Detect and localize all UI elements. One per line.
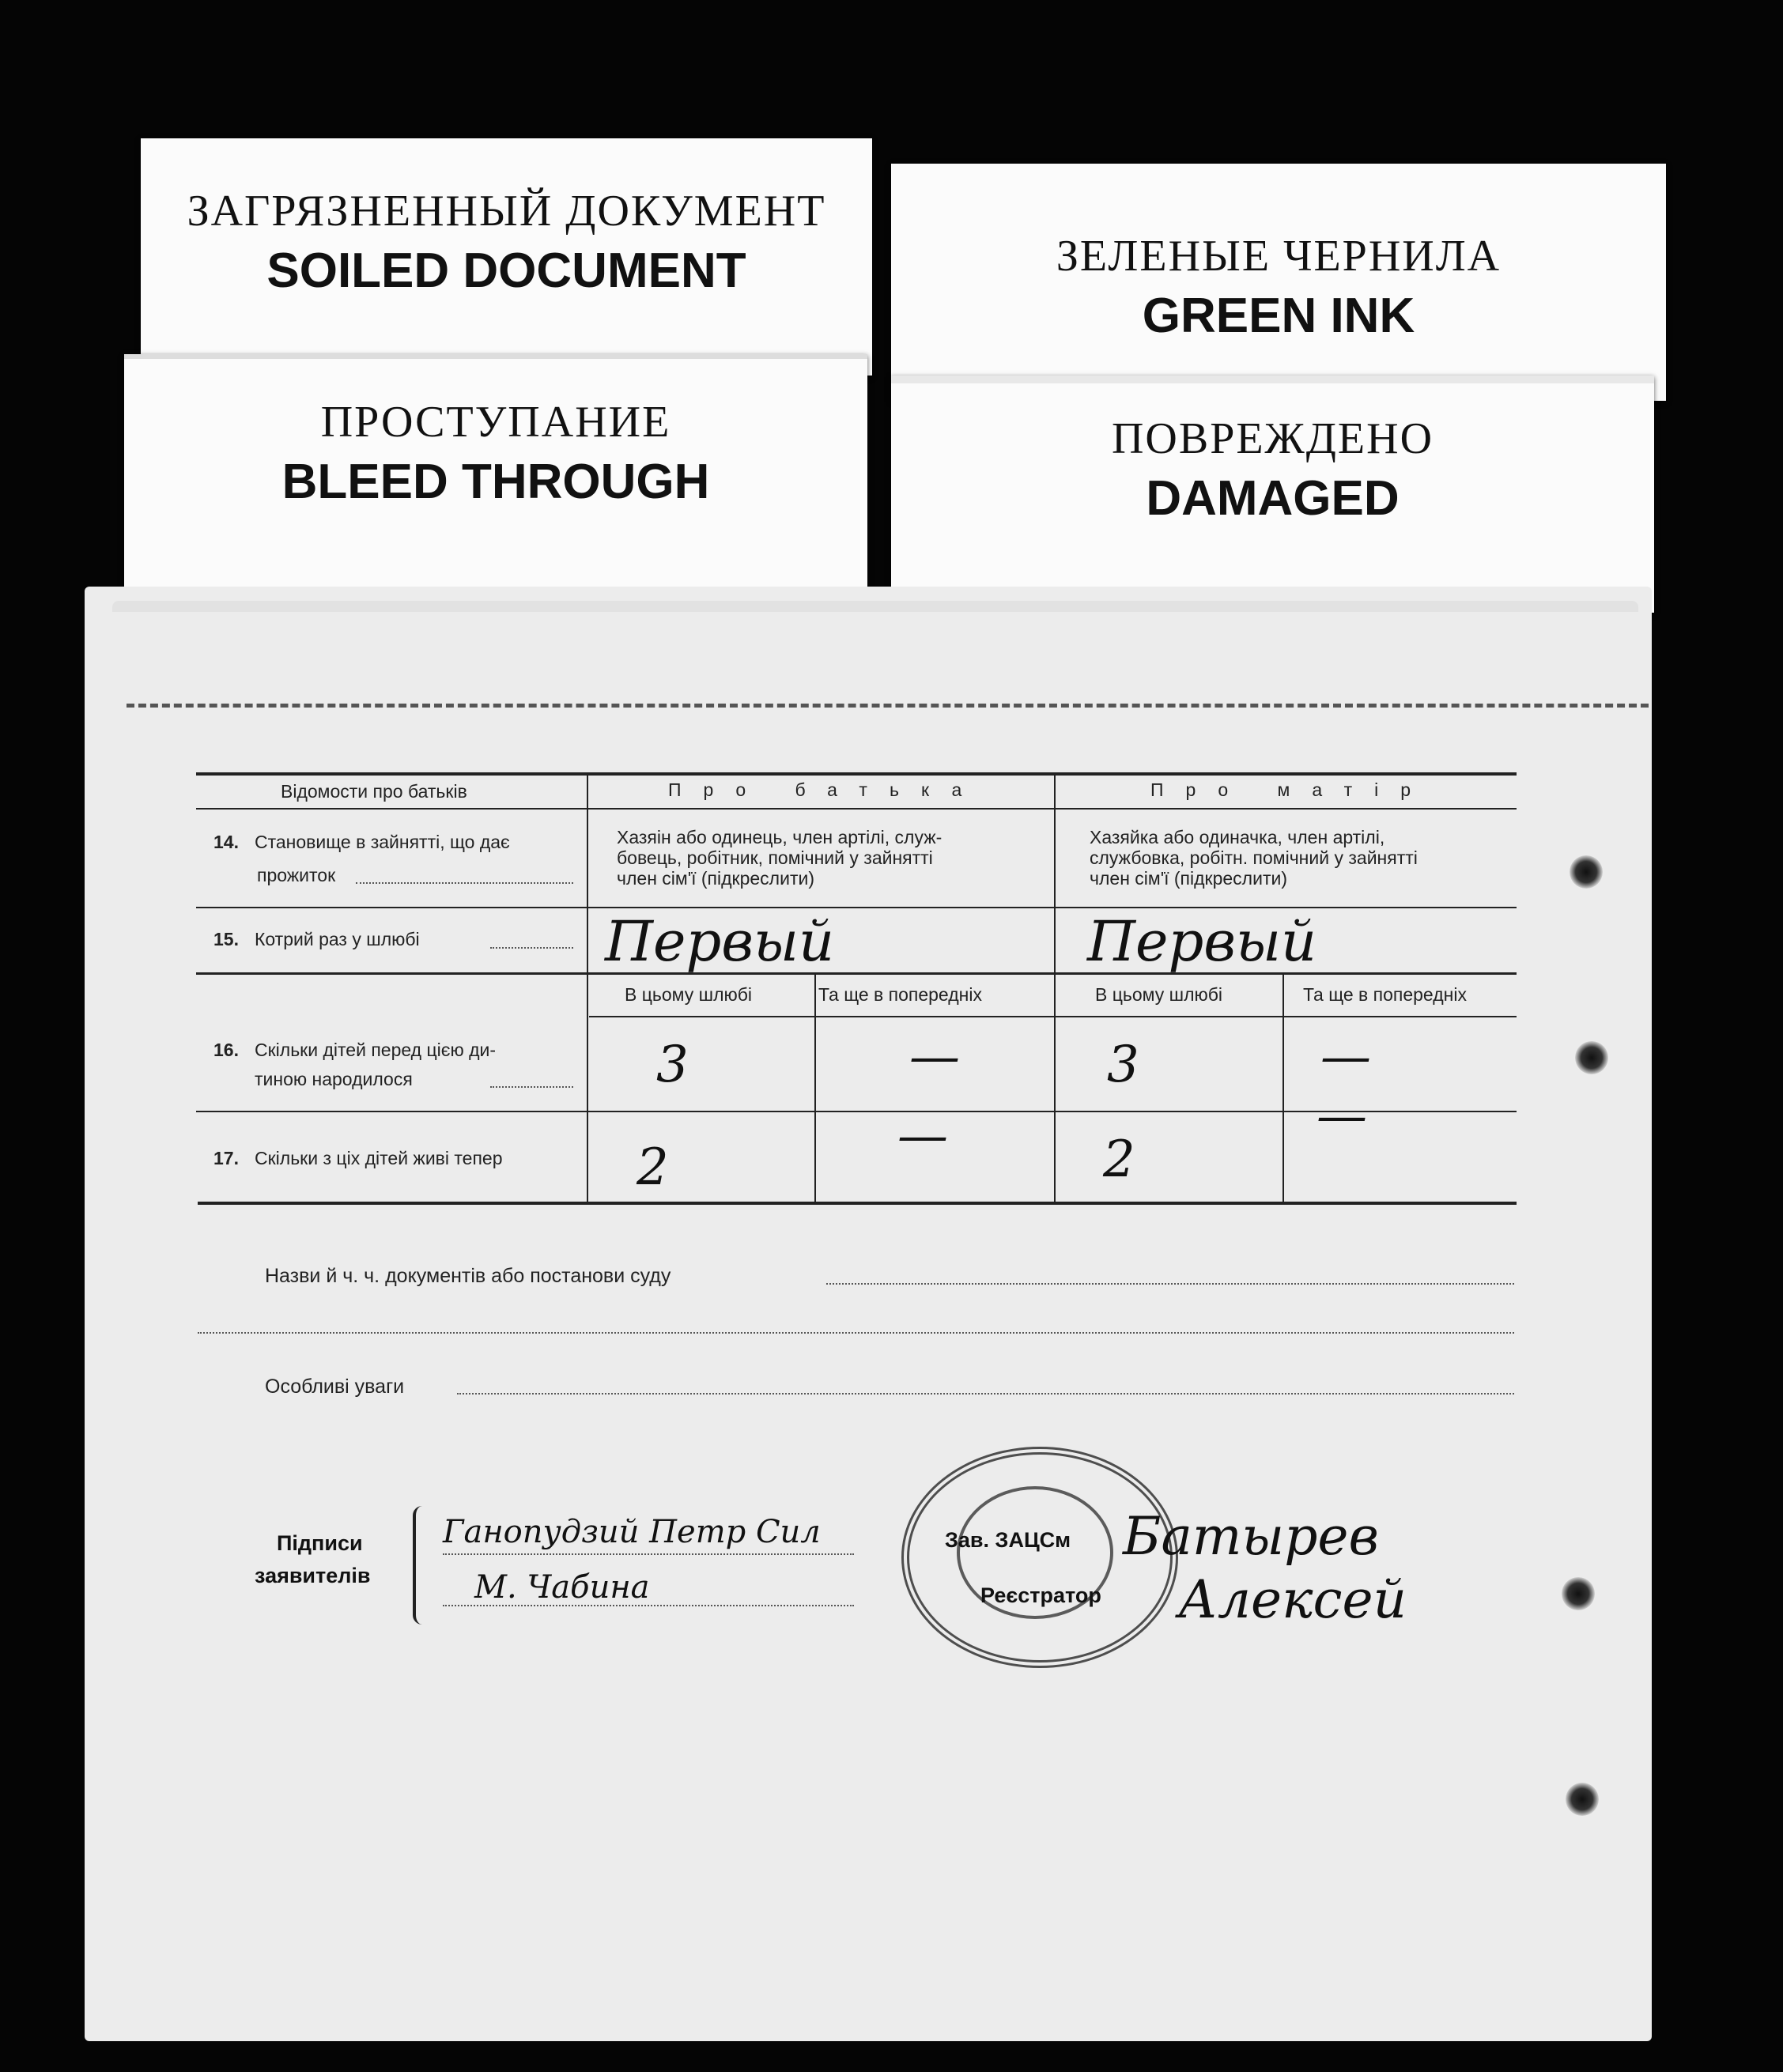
row17-mother-prev: — [1316, 1087, 1367, 1145]
header-info: Відомости про батьків [281, 781, 467, 802]
row16-number: 16. [213, 1040, 239, 1060]
table-column-rule [1282, 974, 1284, 1202]
card-green-en: GREEN INK [1142, 289, 1415, 343]
documents-line-2 [198, 1332, 1514, 1334]
document-sheet [85, 587, 1652, 2041]
row14-number: 14. [213, 832, 239, 852]
row16-father-this: 3 [656, 1036, 689, 1094]
leader-dots [356, 882, 573, 884]
card-damaged-en: DAMAGED [1146, 471, 1400, 526]
subheader-father-prev: Та ще в попередніх [818, 984, 982, 1005]
row16-mother-prev: — [1320, 1028, 1371, 1086]
remarks-label: Особливі уваги [265, 1376, 405, 1398]
label-card-bleed-through [124, 354, 867, 604]
card-bleed-en: BLEED THROUGH [281, 455, 710, 509]
signature-brace [413, 1506, 427, 1625]
header-mother: Про матір [1150, 779, 1434, 800]
table-rule [589, 1016, 1517, 1017]
row17-label: Скільки з ціх дітей живі тепер [255, 1148, 503, 1168]
card-soiled-ru: ЗАГРЯЗНЕННЫЙ ДОКУМЕНТ [187, 187, 826, 236]
row14-father-line3: член сім'ї (підкреслити) [617, 868, 814, 889]
punch-hole [1570, 855, 1603, 889]
punch-hole [1566, 1783, 1599, 1816]
card-soiled-en: SOILED DOCUMENT [266, 243, 746, 298]
table-rule [196, 772, 1517, 776]
signature-line-2 [443, 1605, 854, 1606]
table-rule [196, 907, 1517, 908]
documents-line [826, 1283, 1514, 1285]
applicants-label-line2: заявителів [255, 1564, 371, 1587]
subheader-mother-prev: Та ще в попередніх [1303, 984, 1467, 1005]
row14-mother-line2: службовка, робітн. помічний у зайнятті [1090, 847, 1418, 868]
table-column-rule [814, 974, 816, 1202]
row14-label-line2: прожиток [257, 865, 336, 885]
subheader-father-this: В цьому шлюбі [625, 984, 753, 1005]
row14-father-line2: бовець, робітник, помічний у зайнятті [617, 847, 933, 868]
row16-father-prev: — [909, 1028, 960, 1086]
remarks-line [457, 1393, 1514, 1395]
signature-line-1 [443, 1553, 854, 1555]
row17-father-prev: — [897, 1107, 948, 1165]
row15-mother-value: Первый [1087, 909, 1317, 974]
documents-label: Назви й ч. ч. документів або постанови суду [265, 1265, 671, 1287]
head-signature: Батырев [1123, 1506, 1379, 1567]
leader-dots [490, 1086, 573, 1088]
table-column-rule [587, 775, 588, 1202]
label-card-damaged [891, 376, 1654, 613]
punch-hole [1562, 1577, 1595, 1610]
row17-mother-this: 2 [1103, 1130, 1135, 1189]
table-rule [198, 1202, 1517, 1205]
row14-mother-line3: член сім'ї (підкреслити) [1090, 868, 1287, 889]
table-rule [196, 808, 1517, 810]
label-card-soiled [141, 138, 872, 376]
card-damaged-ru: ПОВРЕЖДЕНО [1111, 414, 1434, 463]
table-rule [196, 972, 1517, 975]
row17-number: 17. [213, 1148, 239, 1168]
row15-number: 15. [213, 929, 239, 949]
perforation-line [127, 704, 1649, 708]
row16-label-line1: Скільки дітей перед цією ди- [255, 1040, 497, 1060]
row14-father-line1: Хазяін або одинець, член артілі, служ- [617, 827, 942, 847]
card-green-ru: ЗЕЛЕНЫЕ ЧЕРНИЛА [1056, 232, 1502, 281]
header-father: Про батька [668, 779, 984, 800]
registrar-signature: Алексей [1178, 1569, 1407, 1630]
card-bleed-ru: ПРОСТУПАНИЕ [320, 398, 671, 447]
row15-father-value: Первый [605, 909, 835, 974]
row15-label: Котрий раз у шлюбі [255, 929, 420, 949]
sheet-top-edge [112, 601, 1638, 612]
row14-mother-line1: Хазяйка або одиначка, член артілі, [1090, 827, 1385, 847]
row16-mother-this: 3 [1107, 1036, 1139, 1094]
registrar-label: Реєстратор [980, 1583, 1101, 1607]
punch-hole [1575, 1041, 1608, 1074]
applicant-signature-2: М. Чабина [474, 1569, 650, 1606]
row17-father-this: 2 [637, 1138, 669, 1197]
label-card-green-ink [891, 164, 1666, 401]
row14-label-line1: Становище в зайнятті, що дає [255, 832, 510, 852]
applicants-label-line1: Підписи [277, 1531, 363, 1555]
leader-dots [490, 947, 573, 949]
table-column-rule [1054, 775, 1056, 1202]
head-label: Зав. ЗАЦСм [945, 1528, 1071, 1552]
applicant-signature-1: Ганопудзий Петр Сил [443, 1514, 821, 1550]
row16-label-line2: тиною народилося [255, 1069, 413, 1089]
subheader-mother-this: В цьому шлюбі [1095, 984, 1223, 1005]
